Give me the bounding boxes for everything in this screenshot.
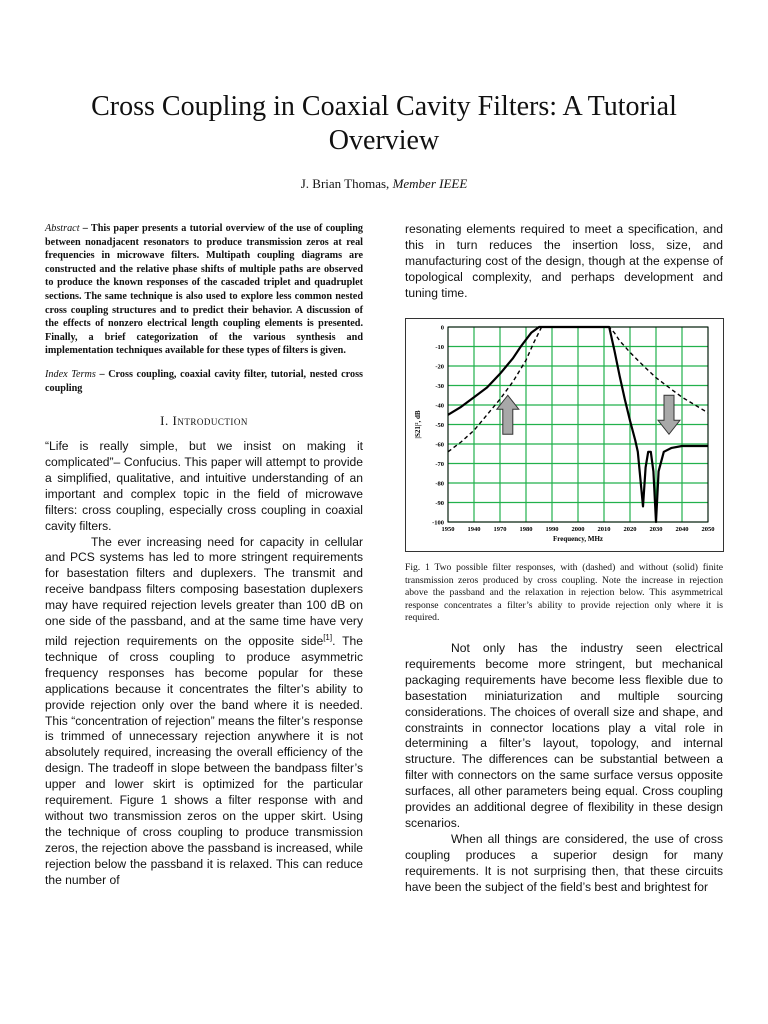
paragraph-intro-quote: “Life is really simple, but we insist on making it complicated”– Confucius. This paper will attempt to provide a simplified, qualitative, and intuitive understanding of an important and complex topic in the field of microwave filters: cross coupling, especially cross coupling in coaxial cavity filters. (45, 439, 363, 533)
abstract-text: – This paper presents a tutorial overview of the use of coupling between nonadjacent resonators to produce transmission zeros at real frequencies in microwave filters. Multipath coupling diagrams are constructed and the relative phase shifts of multiple paths are observed to produce the known responses of the cascaded triplet and quadruplet sections. The same technique is also used to explore less common nested cross coupling structures and to predict their behavior. A discussion of the effects of nonzero electrical length coupling elements is presented. Finally, a brief categorization of the various synthesis and implementation techniques available for these types of filters is given. (45, 223, 363, 357)
figure-1 (405, 318, 724, 552)
paragraph-capacity (45, 535, 363, 889)
y-tick-label: -30 (435, 383, 444, 390)
citation-ref: [1] (323, 633, 333, 642)
y-tick-label: 0 (440, 324, 444, 332)
figure-1-caption: Fig. 1 Two possible filter responses, with (dashed) and without (solid) finite transmission zeros produced by cross coupling. Note the increase in rejection above the passband and the relaxation in rejection below. This asymmetrical response concentrates a filter’s ability to provide rejection only where it is required. (405, 562, 723, 624)
y-tick-label: -90 (435, 500, 444, 507)
index-terms-lead: Index Terms (45, 368, 96, 380)
x-tick-label: 2040 (675, 526, 689, 533)
y-tick-label: -60 (435, 441, 444, 449)
y-tick-label: -50 (435, 422, 444, 429)
y-tick-label: -100 (432, 519, 444, 527)
abstract (45, 222, 363, 358)
paragraph-resonators: resonating elements required to meet a specification, and this in turn reduces the insertion loss, size, and manufacturing cost of the design, though at the expense of topological complexity, and perhaps development and tuning time. (405, 222, 723, 300)
x-axis-label: Frequency, MHz (552, 535, 604, 543)
paragraph-mechanical: Not only has the industry seen electrical requirements become more stringent, but mechanical packaging requirements have become less flexible due to basestation miniaturization and multiple sourcing considerations. The choices of overall size and shape, and constraints in connector locations play a vital role in determining a filter’s layout, topology, and internal structure. The differences can be substantial between a filter with connectors on the same surface versus opposite surfaces, all other parameters being equal. Cross coupling provides an additional degree of flexibility in these design scenarios. (405, 641, 723, 830)
x-tick-label: 2030 (649, 526, 663, 533)
filter-response-chart (406, 319, 723, 551)
x-tick-label: 2010 (597, 526, 611, 533)
author-name: J. Brian Thomas, (300, 176, 390, 191)
x-tick-label: 1990 (545, 526, 559, 533)
index-terms-text: – Cross coupling, coaxial cavity filter, tutorial, nested cross coupling (45, 368, 363, 394)
paper-title: Cross Coupling in Coaxial Cavity Filters: A Tutorial Overview (91, 91, 677, 156)
x-tick-label: 1970 (493, 526, 507, 533)
paragraph-capacity-part1: The ever increasing need for capacity in cellular and PCS systems has led to more stringent requirements for basestation filters and duplexers. The transmit and receive bandpass filters composing basestation duplexers may have required rejection levels greater than 100 dB on one side of the passband, and at the same time have very mild rejection requirements on the opposite side (45, 534, 363, 649)
paragraph-conclusion: When all things are considered, the use of cross coupling produces a superior design for many requirements. It is not surprising then, that these circuits have been the subject of the field’s best and brightest for (405, 831, 723, 894)
y-tick-label: -70 (435, 461, 444, 468)
y-axis-label: |S21|², dB (414, 410, 422, 439)
y-tick-label: -40 (435, 402, 444, 410)
author-affiliation: Member IEEE (392, 176, 468, 191)
left-column (45, 222, 363, 889)
paragraph-capacity-part2: . The technique of cross coupling to produce asymmetric frequency responses has become popular for these applications because it concentrates the filter’s ability to provide rejection only over the band where it is needed. This “concentration of rejection” means the filter’s response is trimmed of unnecessary rejection anywhere it is not absolutely required, increasing the overall efficiency of the design. The tradeoff in slope between the bandpass filter’s upper and lower skirt is optimized for the particular requirement. Figure 1 shows a filter response with and without two transmission zeros on the upper skirt. Using the technique of cross coupling to produce transmission zeros, the rejection above the passband is increased, while rejection below the passband it is relaxed. This can reduce the number of (45, 634, 363, 887)
y-tick-label: -80 (435, 480, 444, 488)
author-line (0, 176, 768, 192)
abstract-lead: Abstract (45, 223, 80, 234)
x-tick-label: 1980 (519, 526, 533, 533)
right-column-top (405, 222, 723, 302)
x-tick-label: 2050 (701, 526, 715, 533)
right-column-bottom (405, 641, 723, 896)
x-tick-label: 2020 (623, 526, 637, 533)
y-tick-label: -20 (435, 363, 444, 371)
y-tick-label: -10 (435, 344, 444, 351)
x-tick-label: 2000 (571, 526, 585, 533)
index-terms (45, 368, 363, 395)
x-tick-label: 1940 (467, 526, 481, 533)
section-heading-introduction: I. Introduction (160, 413, 248, 429)
x-tick-label: 1950 (441, 526, 455, 533)
